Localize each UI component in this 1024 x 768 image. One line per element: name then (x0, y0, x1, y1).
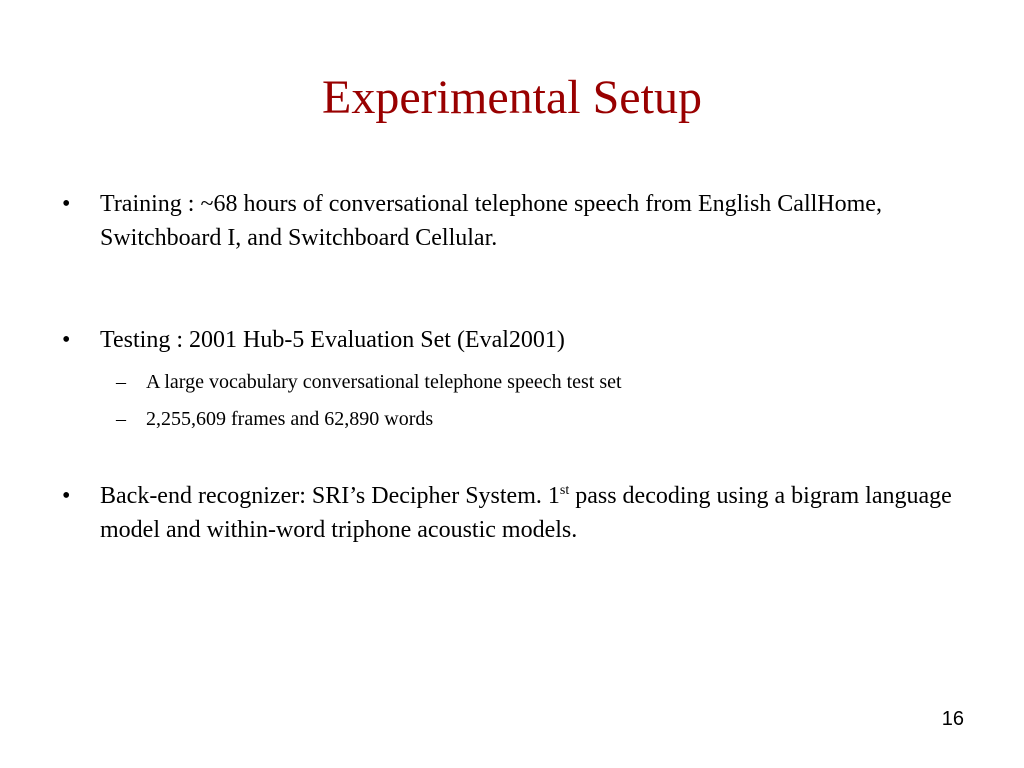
sub-bullet-marker: – (116, 408, 126, 430)
bullet-text: Training : ~68 hours of conversational telephone speech from English CallHome, Switchboard I, and Switchboard Cellular. (100, 191, 882, 251)
sub-bullet-frames (116, 406, 936, 432)
bullet-marker: • (62, 483, 71, 509)
sub-bullet-test-set (116, 369, 936, 395)
bullet-marker: • (62, 191, 71, 217)
page-number: 16 (941, 708, 964, 730)
sub-bullet-text: A large vocabulary conversational telephone speech test set (146, 371, 622, 393)
bullet-text-part: pass decoding using a bigram language model and within-word triphone acoustic models. (100, 483, 952, 543)
sub-bullet-text: 2,255,609 frames and 62,890 words (146, 408, 434, 430)
ordinal-superscript: st (559, 483, 570, 498)
sub-bullet-marker: – (116, 371, 126, 393)
bullet-text (100, 479, 962, 547)
bullet-text-part: Back-end recognizer: SRI’s Decipher System. 1 (100, 483, 560, 509)
bullet-backend (62, 479, 962, 547)
slide-title: Experimental Setup (322, 71, 702, 124)
bullet-marker: • (62, 327, 71, 353)
bullet-testing (62, 323, 962, 357)
bullet-text: Testing : 2001 Hub-5 Evaluation Set (Eval2001) (100, 327, 565, 353)
bullet-training (62, 187, 962, 255)
